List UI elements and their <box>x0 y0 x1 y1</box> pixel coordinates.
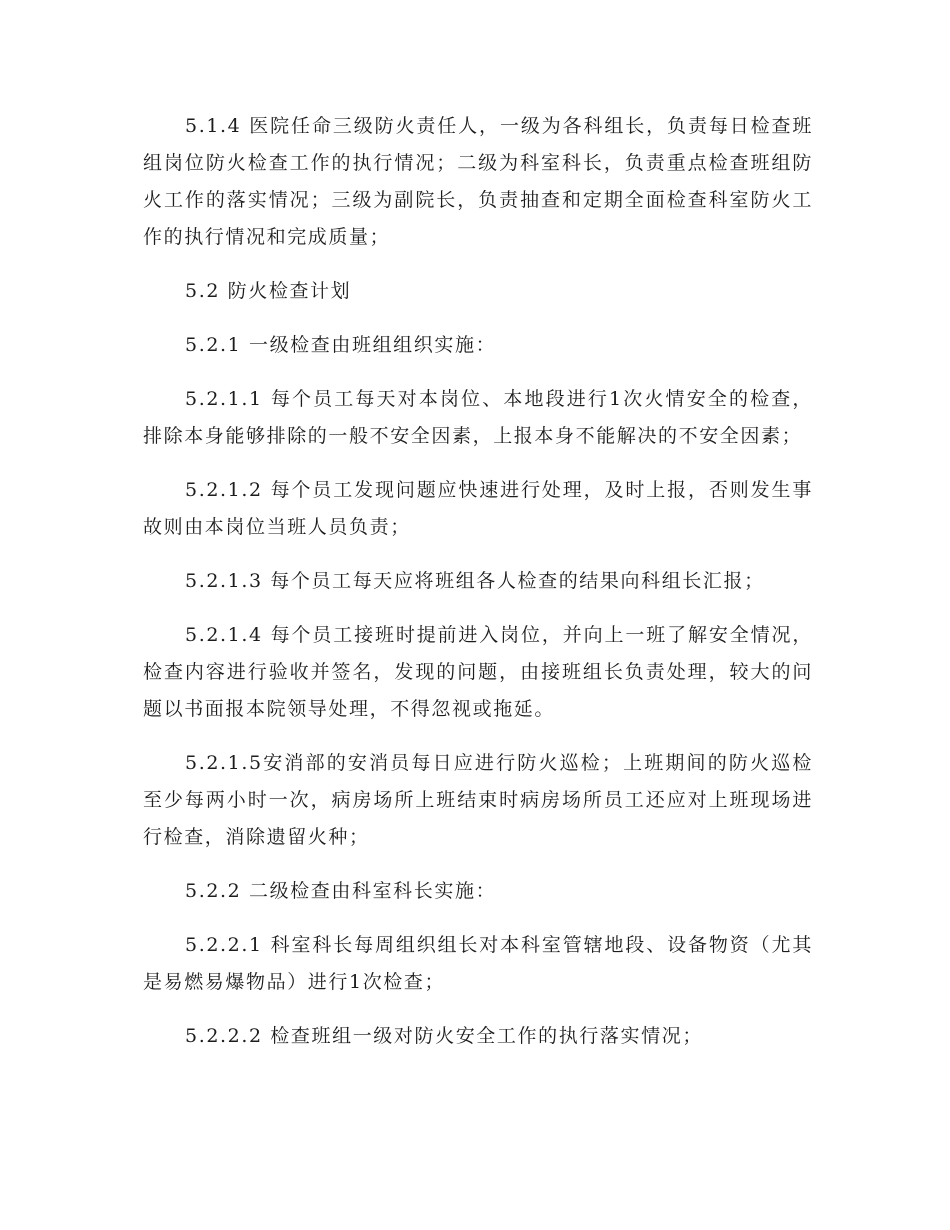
document-body <box>143 108 813 1072</box>
paragraph-5-1-4: 5.1.4 医院任命三级防火责任人，一级为各科组长，负责每日检查班组岗位防火检查工作的执行情况；二级为科室科长，负责重点检查班组防火工作的落实情况；三级为副院长，负责抽查和定期全面检查科室防火工作的执行情况和完成质量； <box>143 115 813 248</box>
paragraph-5-2-1-2: 5.2.1.2 每个员工发现问题应快速进行处理，及时上报，否则发生事故则由本岗位当班人员负责； <box>143 479 813 538</box>
paragraph-5-2-1-1: 5.2.1.1 每个员工每天对本岗位、本地段进行1次火情安全的检查，排除本身能够排除的一般不安全因素，上报本身不能解决的不安全因素； <box>143 388 813 447</box>
paragraph-5-2-1-5: 5.2.1.5安消部的安消员每日应进行防火巡检；上班期间的防火巡检至少每两小时一次，病房场所上班结束时病房场所员工还应对上班现场进行检查，消除遗留火种； <box>143 752 813 848</box>
paragraph-5-2-1-3: 5.2.1.3 每个员工每天应将班组各人检查的结果向科组长汇报； <box>185 570 765 592</box>
paragraph-5-2-2: 5.2.2 二级检查由科室科长实施： <box>185 880 497 902</box>
paragraph-5-2-2-2: 5.2.2.2 检查班组一级对防火安全工作的执行落实情况； <box>185 1025 703 1047</box>
paragraph-5-2-1-4: 5.2.1.4 每个员工接班时提前进入岗位，并向上一班了解安全情况，检查内容进行验收并签名，发现的问题，由接班组长负责处理，较大的问题以书面报本院领导处理，不得忽视或拖延。 <box>143 624 813 720</box>
paragraph-5-2-heading: 5.2 防火检查计划 <box>185 280 352 302</box>
paragraph-5-2-1: 5.2.1 一级检查由班组组织实施： <box>185 334 497 356</box>
paragraph-5-2-2-1: 5.2.2.1 科室科长每周组织组长对本科室管辖地段、设备物资（尤其是易燃易爆物品）进行1次检查； <box>143 934 813 993</box>
